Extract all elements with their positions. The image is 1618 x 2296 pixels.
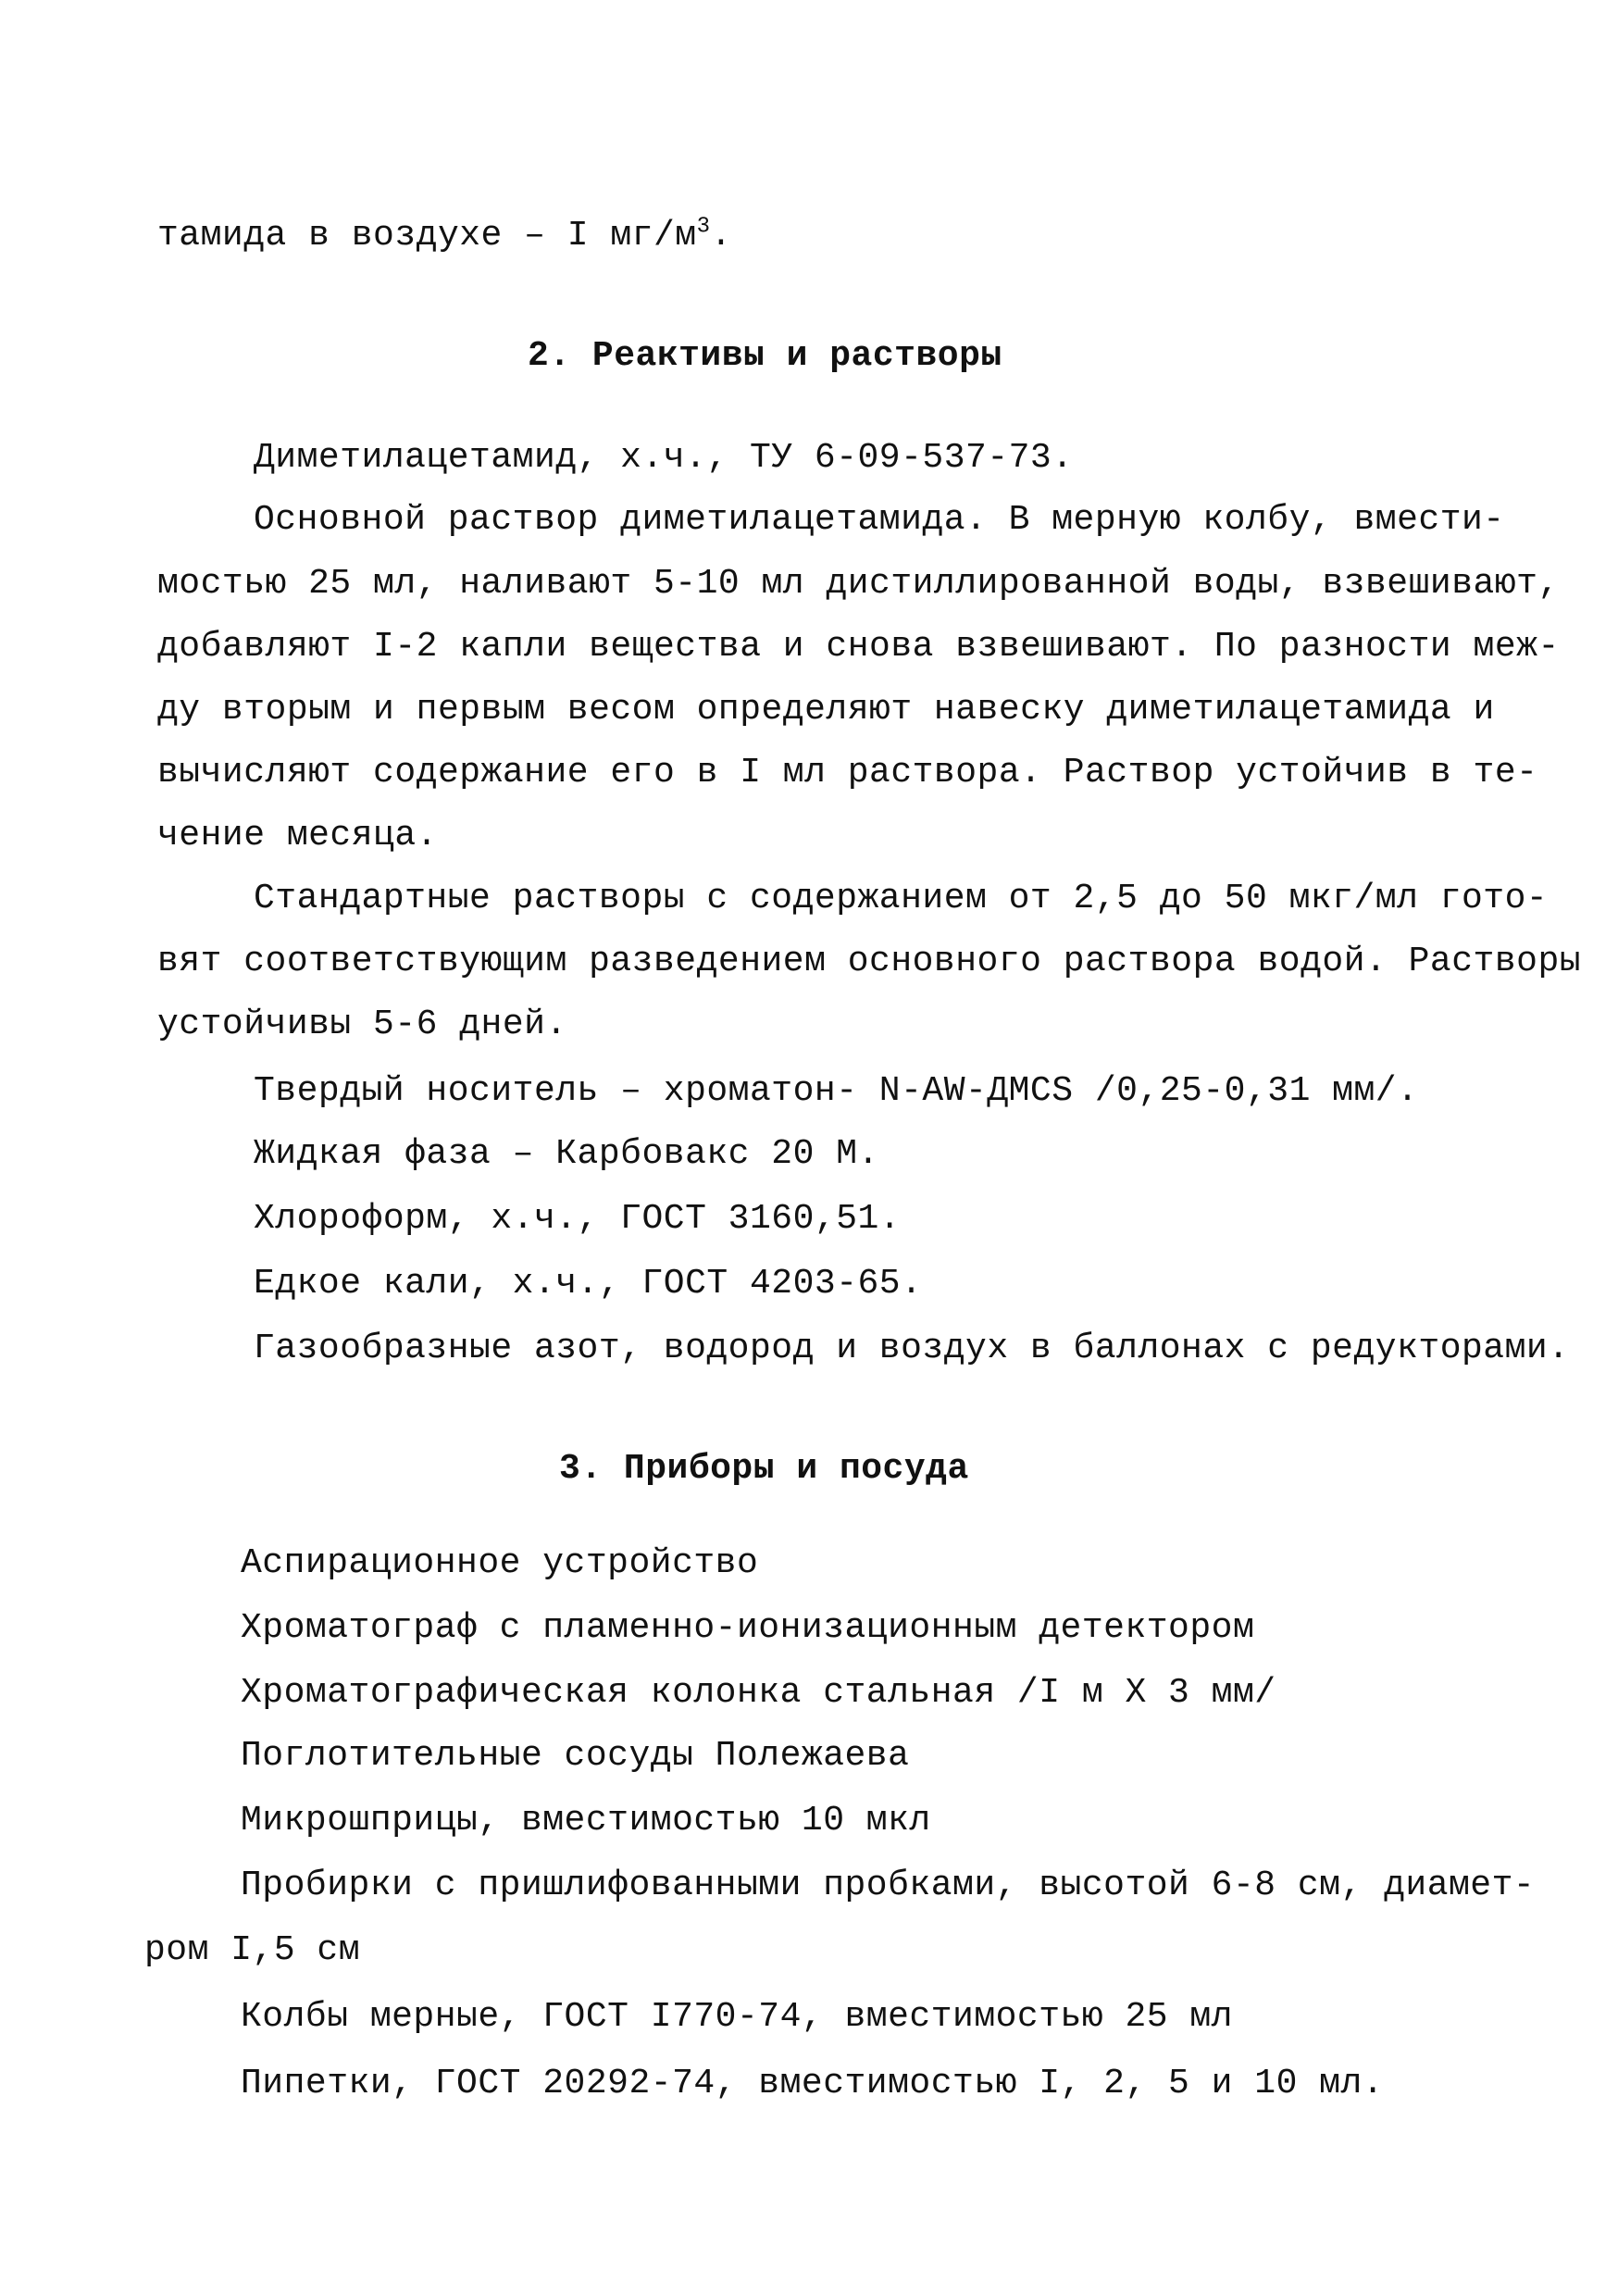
s2-line-10: устойчивы 5-6 дней. [157, 1004, 567, 1044]
intro-end: . [710, 216, 732, 256]
intro-superscript: 3 [696, 214, 711, 240]
s2-line-2: Основной раствор диметилацетамида. В мерную колбу, вмести- [254, 500, 1505, 540]
s3-line-7: ром I,5 см [144, 1930, 361, 1970]
s3-line-4: Поглотительные сосуды Полежаева [241, 1736, 910, 1776]
s2-line-11: Твердый носитель – хроматон- N-AW-ДМCS /0,25-0,31 мм/. [254, 1071, 1419, 1111]
s3-line-9: Пипетки, ГОСТ 20292-74, вместимостью I, 2, 5 и 10 мл. [241, 2064, 1385, 2103]
s3-line-8: Колбы мерные, ГОСТ I770-74, вместимостью 25 мл [241, 1997, 1233, 2037]
s2-line-12: Жидкая фаза – Карбовакс 20 М. [254, 1134, 879, 1174]
s3-line-5: Микрошприцы, вместимостью 10 мкл [241, 1801, 931, 1841]
s2-line-14: Едкое кали, х.ч., ГОСТ 4203-65. [254, 1264, 923, 1304]
s2-line-3: мостью 25 мл, наливают 5-10 мл дистиллированной воды, взвешивают, [157, 564, 1560, 604]
s2-line-8: Стандартные растворы с содержанием от 2,5 до 50 мкг/мл гото- [254, 879, 1549, 918]
s3-line-6: Пробирки с пришлифованными пробками, высотой 6-8 см, диамет- [241, 1866, 1536, 1905]
intro-line [157, 214, 732, 256]
s3-line-3: Хроматографическая колонка стальная /I м Х 3 мм/ [241, 1673, 1276, 1713]
s2-line-15: Газообразные азот, водород и воздух в баллонах с редукторами. [254, 1329, 1570, 1368]
s2-line-4: добавляют I-2 капли вещества и снова взвешивают. По разности меж- [157, 627, 1560, 667]
section-3-heading: 3. Приборы и посуда [559, 1449, 969, 1489]
s3-line-1: Аспирационное устройство [241, 1543, 759, 1583]
s3-line-2: Хроматограф с пламенно-ионизационным детектором [241, 1608, 1255, 1648]
section-2-heading: 2. Реактивы и растворы [528, 336, 1002, 376]
intro-text: тамида в воздухе – I мг/м [157, 216, 697, 256]
s2-line-7: чение месяца. [157, 816, 438, 855]
s2-line-9: вят соответствующим разведением основного раствора водой. Растворы [157, 942, 1582, 981]
s2-line-1: Диметилацетамид, х.ч., ТУ 6-09-537-73. [254, 438, 1074, 478]
s2-line-6: вычисляют содержание его в I мл раствора. Раствор устойчив в те- [157, 753, 1538, 792]
s2-line-13: Хлороформ, х.ч., ГОСТ 3160,51. [254, 1199, 902, 1239]
s2-line-5: ду вторым и первым весом определяют навеску диметилацетамида и [157, 690, 1495, 730]
